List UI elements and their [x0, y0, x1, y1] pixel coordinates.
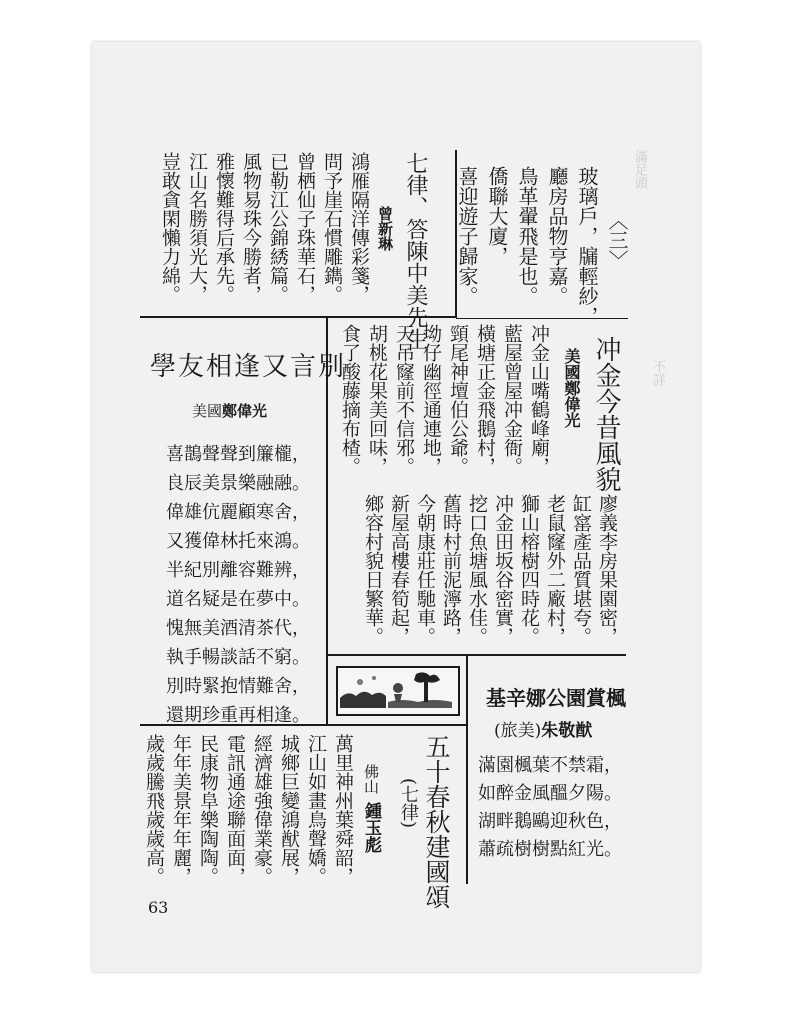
- poem-line: 已勒江公錦綉篇。: [267, 152, 289, 304]
- poem-line: 江山名勝須光大，: [186, 152, 208, 304]
- poem-line: 雅懷難得后承先。: [213, 152, 235, 304]
- poem-line: 冲金山嘴鶴峰廟，: [528, 324, 550, 476]
- author-name: 鄭偉光: [222, 402, 268, 420]
- poem-line: 鳥革翬飛是也。: [515, 166, 539, 306]
- poem-line: 冲金田坂谷密實，: [492, 494, 514, 646]
- poem-line: 滿園楓葉不禁霜，: [478, 755, 622, 776]
- poem-line: 缸窰產品質堪夸。: [570, 494, 592, 646]
- poem-line: 年年美景年年麗，: [170, 734, 192, 886]
- poem-line: 食了酸藤摘布楂。: [339, 324, 361, 476]
- poem-line: 執手暢談話不窮。: [166, 647, 310, 668]
- divider-illustration-row: [326, 654, 626, 656]
- poem-line: 如醉金風醞夕陽。: [478, 783, 622, 804]
- poem-line: 獅山榕樹四時花。: [518, 494, 540, 646]
- poem-left-body: [166, 440, 310, 730]
- poem-line: 挖口魚塘風水佳。: [466, 494, 488, 646]
- poem-bottom-left-body: [140, 734, 356, 886]
- poem-line: 老鼠窿外二廠村，: [544, 494, 566, 646]
- poem-line: 風物易珠今勝者，: [240, 152, 262, 304]
- poem-line: 江山如畫鳥聲嬌。: [305, 734, 327, 886]
- poem-line: 玻璃戶，牖輕紗，: [575, 166, 599, 326]
- poem-line: 偉雄伉麗顧寒舍，: [166, 502, 310, 523]
- poem-line: 僑聯大廈，: [485, 166, 509, 266]
- poem-author: [360, 764, 382, 853]
- poem-line: 廳房品物亨嘉。: [545, 166, 569, 306]
- poem-line: 電訊通途聯面面，: [224, 734, 246, 886]
- author-name: 朱敬猷: [541, 721, 593, 741]
- poem-title: 基辛娜公園賞楓: [486, 686, 626, 710]
- author-prefix: (旅美): [494, 721, 542, 741]
- poem-line: 萬里神州葉舜韶，: [332, 734, 354, 886]
- poem-line: 歲歲騰飛歲歲高。: [143, 734, 165, 886]
- poem-title: 七律、答陳中美先生: [403, 152, 428, 350]
- poem-bottom-right-body: [478, 752, 622, 864]
- poem-author: 美國鄭偉光: [562, 348, 581, 428]
- poem-line: 蕭疏樹樹點紅光。: [478, 839, 622, 860]
- poem-line: 曾栖仙子珠華石，: [294, 152, 316, 304]
- poem-marker: 〈三〉: [605, 210, 629, 270]
- poem-line: 城鄉巨變鴻猷展，: [278, 734, 300, 886]
- poem-line: 愧無美酒清茶代，: [166, 618, 310, 639]
- poem-author: 曾新琳: [376, 206, 394, 251]
- bleed-through-text: 不詳: [650, 360, 665, 386]
- poem-line: 豈敢貪閑懶力綿。: [159, 152, 181, 304]
- poem-line: 頸尾神壇伯公爺。: [447, 324, 469, 476]
- poem-line: 別時緊抱情難舍，: [166, 676, 310, 697]
- poem-line: 舊時村前泥濘路，: [440, 494, 462, 646]
- poem-line: 鴻雁隔洋傳彩箋，: [348, 152, 370, 304]
- author-prefix: 美國: [192, 402, 223, 420]
- poem-top-left-body: [156, 152, 372, 304]
- poem-line: 民康物阜樂陶陶。: [197, 734, 219, 886]
- poem-line: 胡桃花果美回味，: [366, 324, 388, 476]
- poem-top-mid: [452, 166, 632, 326]
- landscape-illustration: [336, 666, 460, 716]
- poem-line: 天吊窿前不信邪。: [393, 324, 415, 476]
- bleed-through-text: 滿足頭: [632, 150, 647, 189]
- poem-line: 問予崖石慣雕鐫。: [321, 152, 343, 304]
- poem-line: 湖畔鵝鷗迎秋色，: [478, 811, 622, 832]
- author-name: 鍾玉彪: [361, 802, 381, 853]
- page-number: 63: [148, 898, 169, 917]
- poem-title: 學友相逢又言別: [150, 352, 347, 382]
- poem-right-body-continued: [360, 494, 620, 646]
- poem-line: 經濟雄強偉業豪。: [251, 734, 273, 886]
- poem-line: 今朝康莊任馳車。: [414, 494, 436, 646]
- poem-line: 喜迎遊子歸家。: [455, 166, 479, 306]
- poem-line: 還期珍重再相逢。: [166, 705, 310, 726]
- divider-vertical-bottom: [466, 654, 468, 884]
- poem-line: 藍屋曾屋冲金衙。: [501, 324, 523, 476]
- poem-subtitle: (七律): [398, 778, 419, 829]
- poem-line: 喜鵲聲聲到簾櫳，: [166, 444, 310, 465]
- poem-line: 良辰美景樂融融。: [166, 473, 310, 494]
- poem-title: 五十春秋建國頌: [422, 734, 451, 909]
- poem-line: 新屋高樓春筍起，: [388, 494, 410, 646]
- poem-right-body: [336, 324, 552, 476]
- poem-line: 橫塘正金飛鵝村，: [474, 324, 496, 476]
- poem-title: 冲金今昔風貌: [591, 336, 621, 492]
- author-prefix: 佛山: [362, 764, 380, 794]
- poem-line: 又獲偉林托來鴻。: [166, 531, 310, 552]
- poem-line: 廖義李房果園密，: [596, 494, 618, 646]
- poem-line: 鄉容村貌日繁華。: [362, 494, 384, 646]
- poem-line: 半紀別離容難辨，: [166, 560, 310, 581]
- illustration-drawing: [338, 668, 454, 710]
- poem-line: 道名疑是在夢中。: [166, 589, 310, 610]
- poem-line: 坳仔幽徑通連地，: [420, 324, 442, 476]
- poem-author: [192, 400, 267, 421]
- poem-author: [494, 716, 592, 741]
